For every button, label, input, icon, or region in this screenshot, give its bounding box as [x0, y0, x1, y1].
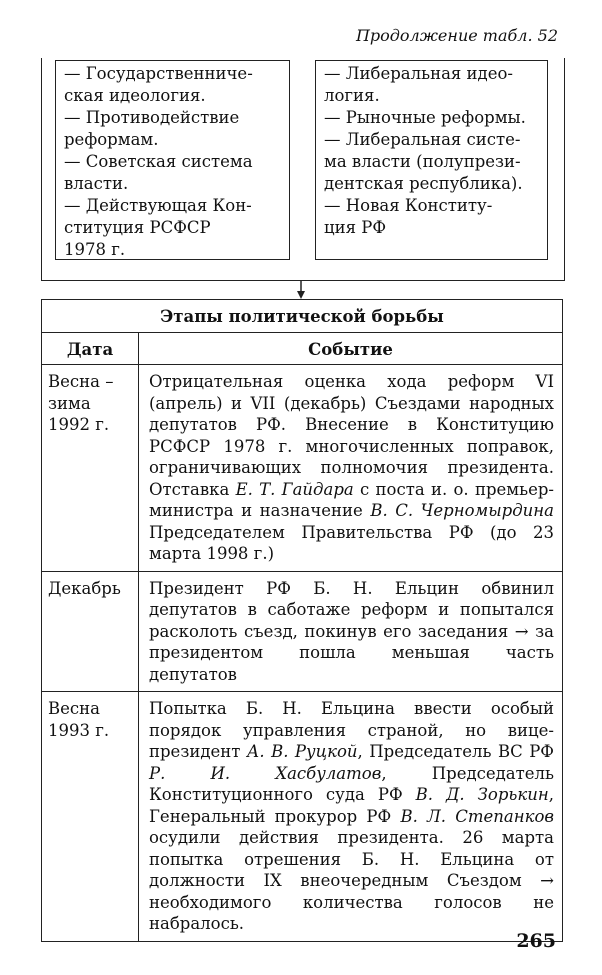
column-header-event: Событие — [139, 332, 563, 365]
row-date: Весна – зима 1992 г. — [42, 365, 139, 572]
ideology-line: — Либеральная идео- — [324, 64, 513, 83]
person-name: Р. И. Хасбулатов — [149, 763, 382, 783]
table-continuation-caption: Продолжение табл. 52 — [355, 26, 558, 45]
ideology-line: ция РФ — [324, 218, 387, 237]
event-text: , Генеральный прокурор РФ — [149, 785, 554, 826]
table-row — [42, 365, 563, 572]
event-text: , Председатель ВС РФ — [357, 742, 554, 761]
liberal-ideology-box — [315, 60, 548, 260]
column-header-date: Дата — [42, 332, 139, 365]
page-number: 265 — [516, 930, 556, 952]
event-text: осудили действия президента. 26 марта попытка отрешения Б. Н. Ельцина от должности IX внеочередным Съездом → необходимого количества голосов не набралось. — [149, 828, 554, 933]
event-text: Отрицательная оценка хода реформ VI (апрель) и VII (декабрь) Съездами народных депутатов РФ. Внесение в Конституцию РСФСР 1978 г. многочисленных поправок, ограничивающих полномочия президента. Отставка — [149, 372, 554, 499]
event-text: Попытка Б. Н. Ельцина ввести особый порядок управления страной, но вице-президент — [149, 699, 554, 761]
down-arrow-icon — [297, 281, 305, 299]
person-name: В. Л. Степанков — [400, 806, 554, 826]
table-row — [42, 571, 563, 692]
ideology-line: — Рыночные реформы. — [324, 108, 526, 127]
event-text: Председателем Правительства РФ (до 23 марта 1998 г.) — [149, 522, 554, 563]
event-text: с поста и. о. премьер-министра и назначение — [149, 479, 554, 520]
row-date: Весна 1993 г. — [42, 692, 139, 942]
ideology-line: — Новая Конститу- — [324, 196, 493, 215]
ideology-line: реформам. — [64, 130, 159, 149]
table-row — [42, 692, 563, 942]
ideology-line: ская идеология. — [64, 86, 206, 105]
ideology-line: 1978 г. — [64, 240, 126, 259]
ideology-line: логия. — [324, 86, 380, 105]
ideology-line: власти. — [64, 174, 129, 193]
ideology-line: — Государственниче- — [64, 64, 253, 83]
person-name: А. В. Руцкой — [246, 742, 358, 761]
conservative-ideology-box — [55, 60, 290, 260]
ideology-line: — Либеральная систе- — [324, 130, 521, 149]
row-date: Декабрь — [42, 571, 139, 692]
row-event — [139, 365, 563, 572]
row-event: Президент РФ Б. Н. Ельцин обвинил депутатов в саботаже реформ и попытался расколоть съезд, покинув его заседания → за президентом пошла меньшая часть депутатов — [139, 571, 563, 692]
row-event — [139, 692, 563, 942]
person-name: В. Д. Зорькин — [415, 785, 549, 804]
political-struggle-table — [41, 299, 563, 942]
ideology-line: — Действующая Кон- — [64, 196, 252, 215]
ideology-line: дентская республика). — [324, 174, 523, 193]
ideology-line: ма власти (полупрези- — [324, 152, 521, 171]
ideology-line: — Противодействие — [64, 108, 240, 127]
person-name: Е. Т. Гайдара — [235, 479, 354, 499]
person-name: В. С. Черномырдина — [370, 501, 554, 520]
table-caption: Этапы политической борьбы — [42, 300, 563, 333]
ideology-line: ституция РСФСР — [64, 218, 211, 237]
ideology-line: — Советская система — [64, 152, 253, 171]
event-text: , Председатель Конституционного суда РФ — [149, 763, 555, 804]
